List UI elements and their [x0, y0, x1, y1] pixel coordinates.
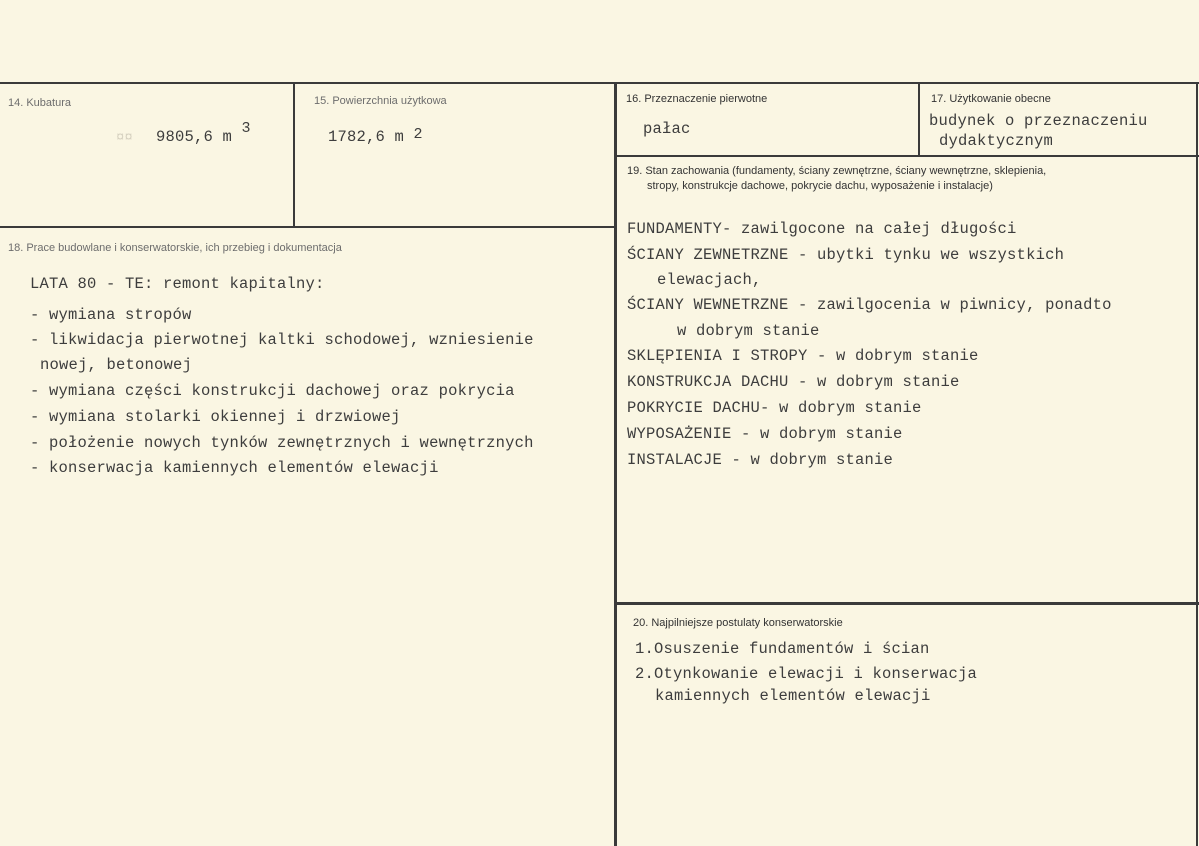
przeznaczenie-label: 16. Przeznaczenie pierwotne	[626, 93, 768, 105]
prace-line-5: - wymiana części konstrukcji dachowej oraz pokrycia	[30, 382, 515, 400]
postulaty-label: 20. Najpilniejsze postulaty konserwatorskie	[633, 617, 843, 629]
divider-14-15	[293, 83, 295, 227]
rule-above-20	[617, 602, 1199, 605]
prace-line-1: LATA 80 - TE: remont kapitalny:	[30, 275, 325, 293]
prace-line-6: - wymiana stolarki okiennej i drzwiowej	[30, 408, 401, 426]
rule-under-16-17	[615, 155, 1199, 157]
powierzchnia-value	[328, 128, 423, 146]
postulaty-line-2: 2.Otynkowanie elewacji i konserwacja	[635, 665, 978, 683]
center-divider	[614, 83, 617, 846]
stan-line-1: FUNDAMENTY- zawilgocone na całej długości	[627, 220, 1017, 238]
prace-line-2: - wymiana stropów	[30, 306, 192, 324]
prace-line-8: - konserwacja kamiennych elementów elewacji	[30, 459, 439, 477]
stan-line-8: POKRYCIE DACHU- w dobrym stanie	[627, 399, 922, 417]
stan-line-2: ŚCIANY ZEWNETRZNE - ubytki tynku we wszystkich	[627, 246, 1065, 264]
kubatura-unit-exponent: 3	[241, 120, 251, 137]
kubatura-label: 14. Kubatura	[8, 97, 71, 109]
powierzchnia-label: 15. Powierzchnia użytkowa	[314, 95, 447, 107]
prace-line-7: - położenie nowych tynków zewnętrznych i wewnętrznych	[30, 434, 534, 452]
stan-label-line-2: stropy, konstrukcje dachowe, pokrycie dachu, wyposażenie i instalacje)	[647, 180, 993, 192]
stan-line-5: w dobrym stanie	[677, 322, 820, 340]
powierzchnia-number: 1782,6 m	[328, 128, 405, 146]
uzytkowanie-line-1: budynek o przeznaczeniu	[929, 112, 1148, 130]
uzytkowanie-label: 17. Użytkowanie obecne	[931, 93, 1051, 105]
stan-line-10: INSTALACJE - w dobrym stanie	[627, 451, 894, 469]
kubatura-value	[156, 120, 251, 146]
postulaty-line-3: kamiennych elementów elewacji	[655, 687, 931, 705]
stan-line-7: KONSTRUKCJA DACHU - w dobrym stanie	[627, 373, 960, 391]
uzytkowanie-line-2: dydaktycznym	[939, 132, 1054, 150]
kubatura-number: 9805,6 m	[156, 128, 233, 146]
divider-16-17	[918, 83, 920, 156]
przeznaczenie-value: pałac	[643, 120, 691, 138]
stan-line-3: elewacjach,	[657, 271, 762, 289]
powierzchnia-unit-exponent: 2	[413, 126, 423, 143]
postulaty-line-1: 1.Osuszenie fundamentów i ścian	[635, 640, 930, 658]
stan-line-4: ŚCIANY WEWNETRZNE - zawilgocenia w piwnicy, ponadto	[627, 296, 1112, 314]
stan-line-9: WYPOSAŻENIE - w dobrym stanie	[627, 425, 903, 443]
right-edge	[1196, 83, 1198, 846]
prace-line-3: - likwidacja pierwotnej kaltki schodowej, wzniesienie	[30, 331, 534, 349]
top-rule	[0, 82, 1199, 84]
prace-label: 18. Prace budowlane i konserwatorskie, ich przebieg i dokumentacja	[8, 242, 342, 254]
stamp-mark: ¤¤	[116, 130, 133, 146]
stan-line-6: SKLĘPIENIA I STROPY - w dobrym stanie	[627, 347, 979, 365]
rule-under-14-15	[0, 226, 617, 228]
prace-line-4: nowej, betonowej	[40, 356, 193, 374]
stan-label-line-1: 19. Stan zachowania (fundamenty, ściany zewnętrzne, ściany wewnętrzne, sklepienia,	[627, 165, 1047, 177]
